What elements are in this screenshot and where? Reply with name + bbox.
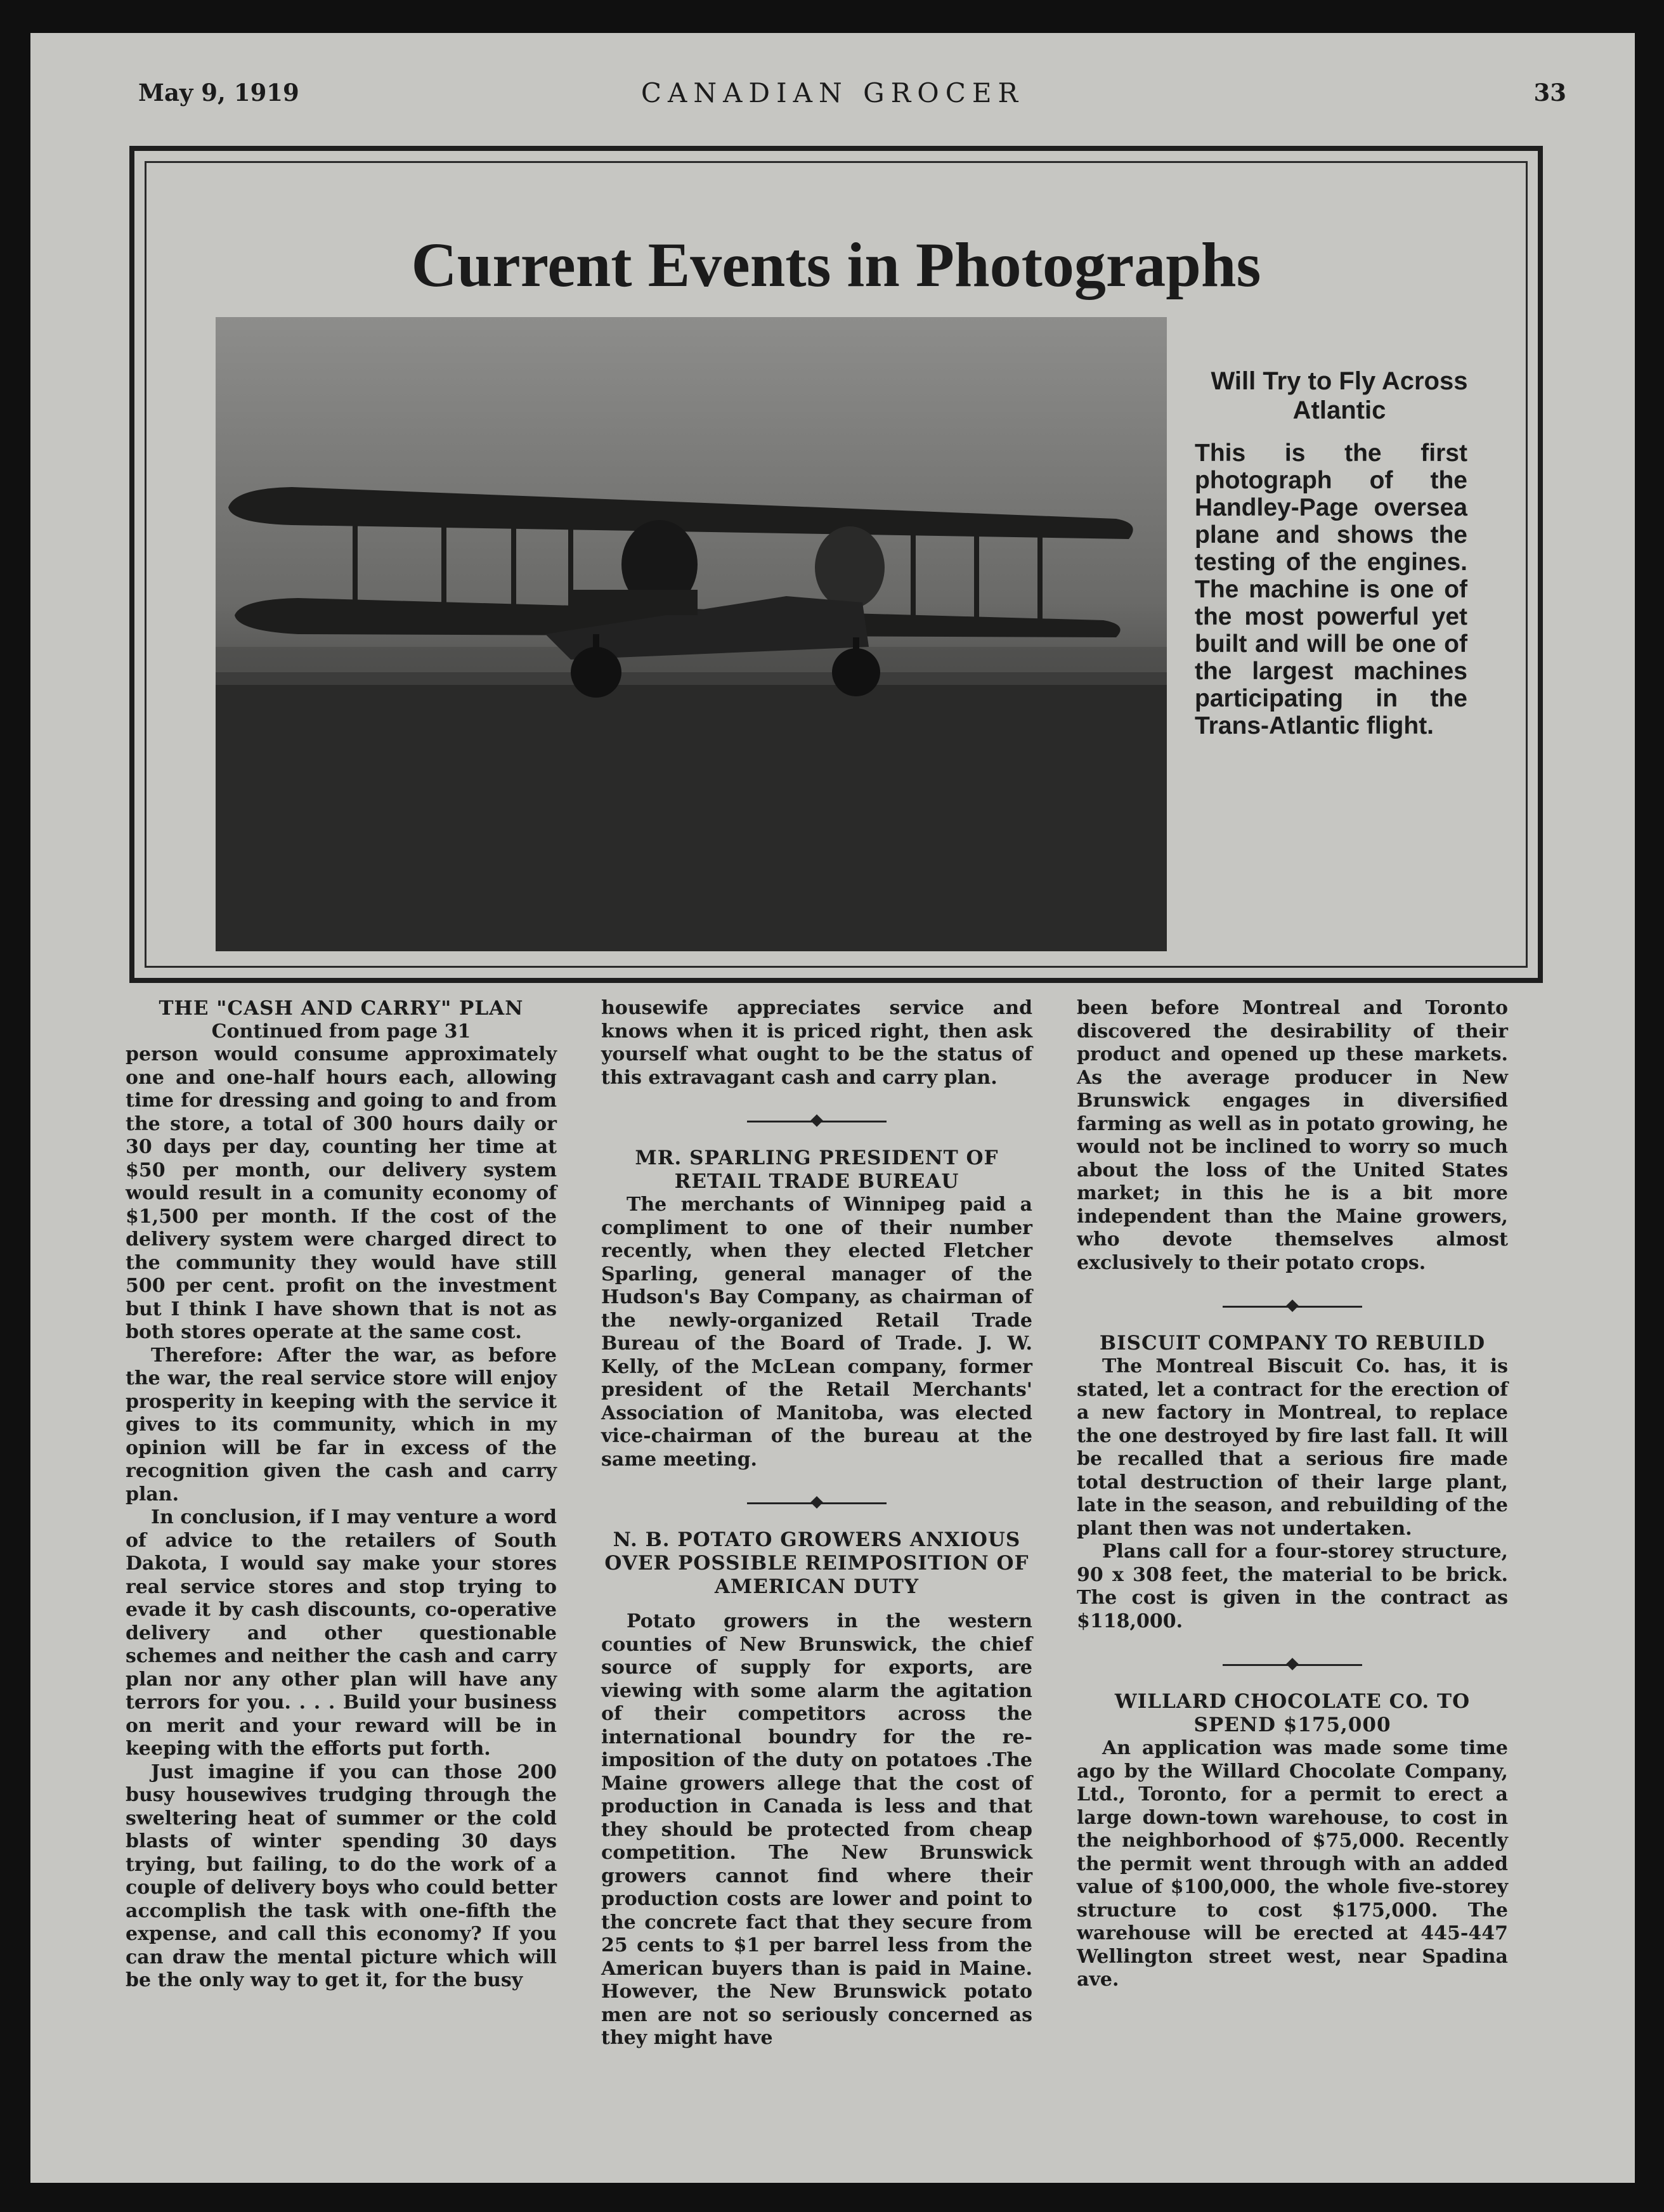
- biplane-silhouette-image: [216, 317, 1167, 951]
- willard-paragraph: An application was made some time ago by the Willard Chocolate Company, Ltd., Toronto, for a permit to erect a large down-town warehouse, to cost in the neighborhood of $75,000. Recently the permit went through with an added value of $100,000, the whole five-storey structure to cost $175,000. The warehouse will be erected at 445-447 Wellington street west, near Spadina ave.: [1077, 1737, 1508, 1991]
- cash-carry-paragraph: Just imagine if you can those 200 busy housewives trudging through the sweltering heat of summer or the cold blasts of winter spending 30 days trying, but failing, to do the work of a couple of delivery boys who could better accomplish the task with one-fifth the expense, and call this economy? If you can draw the mental picture which will be the only way to get it, for the busy: [126, 1760, 557, 1991]
- column-3: [1077, 997, 1508, 1992]
- potato-heading: N. B. POTATO GROWERS ANXIOUS OVER POSSIBLE REIMPOSITION OF AMERICAN DUTY: [604, 1528, 1029, 1598]
- potato-paragraph: been before Montreal and Toronto discovered the desirability of their product and opened up these markets. As the average producer in New Brunswick engages in diversified farming as well as in potato growing, he would not be inclined to worry so much about the loss of the United States market; in this he is a bit more independent than the Maine growers, who devote themselves almost exclusively to their potato crops.: [1077, 997, 1508, 1274]
- caption-heading: Will Try to Fly Across Atlantic: [1211, 367, 1468, 424]
- sparling-heading: MR. SPARLING PRESIDENT OF RETAIL TRADE BUREAU: [635, 1147, 999, 1193]
- cash-carry-heading: THE "CASH AND CARRY" PLAN: [159, 997, 524, 1020]
- issue-date: May 9, 1919: [138, 79, 299, 107]
- potato-paragraph: Potato growers in the western counties of New Brunswick, the chief source of supply for exports, are viewing with some alarm the agitation of their competitors across the international boundry for the re-imposition of the duty on potatoes .The Maine growers allege that the cost of production in Canada is less and that they should be protected from cheap competition. The New Brunswick growers cannot find where their production costs are lower and point to the concrete fact that they secure from 25 cents to $1 per barrel less from the American buyers than is paid in Maine. However, the New Brunswick potato men are not so seriously concerned as they might have: [601, 1610, 1032, 2049]
- cash-carry-continued: Continued from page 31: [211, 1020, 471, 1043]
- sparling-paragraph: The merchants of Winnipeg paid a compliment to one of their number recently, when they elected Fletcher Sparling, general manager of the Hudson's Bay Company, as chairman of the newly-organized Retail Trade Bureau of the Board of Trade. J. W. Kelly, of the McLean company, former president of the Retail Merchants' Association of Manitoba, was elected vice-chairman of the bureau at the same meeting.: [601, 1194, 1032, 1471]
- newspaper-page: [30, 33, 1635, 2183]
- biscuit-paragraph: Plans call for a four-storey structure, 90 x 308 feet, the material to be brick. The cost is given in the contract as $118,000.: [1077, 1540, 1508, 1632]
- cash-carry-paragraph: housewife appreciates service and knows when it is priced right, then ask yourself what ought to be the status of this extravagant cash and carry plan.: [601, 997, 1032, 1089]
- cash-carry-paragraph: Therefore: After the war, as before the war, the real service store will enjoy prosperity in keeping with the service it gives to its community, which in my opinion will be far in excess of the recognition given the cash and carry plan.: [126, 1344, 557, 1506]
- section-divider: [747, 1490, 887, 1516]
- cash-carry-paragraph: In conclusion, if I may venture a word of advice to the retailers of South Dakota, I would say make your stores real service stores and stop trying to evade it by cash discounts, co-operative delivery and other questionable schemes and neither the cash and carry plan nor any other plan will have any terrors for you. . . . Build your business on merit and your reward will be in keeping with the efforts put forth.: [126, 1506, 557, 1760]
- caption-text: This is the first photograph of the Handley-Page oversea plane and shows the testing of the engines. The machine is one of the most powerful yet built and will be one of the largest machines participating in the Trans-Atlantic flight.: [1195, 439, 1467, 739]
- publication-title: CANADIAN GROCER: [640, 77, 1025, 108]
- biscuit-paragraph: The Montreal Biscuit Co. has, it is stated, let a contract for the erection of a new factory in Montreal, to replace the one destroyed by fire last fall. It will be recalled that a serious fire made total destruction of their large plant, late in the season, and rebuilding of the plant then was not undertaken.: [1077, 1355, 1508, 1540]
- cash-carry-paragraph: person would consume approximately one and one-half hours each, allowing time for dressing and going to and from the store, a total of 300 hours daily or 30 days per day, counting her time at $50 per month, our delivery system would result in a comunity economy of $1,500 per month. If the cost of the delivery system were charged direct to the community they would have still 500 per cent. profit on the investment but I think I have shown that is not as both stores operate at the same cost.: [126, 1043, 557, 1343]
- biscuit-heading: BISCUIT COMPANY TO REBUILD: [1099, 1332, 1486, 1355]
- biplane-photo: [216, 317, 1167, 951]
- page-number: 33: [1533, 79, 1566, 107]
- willard-heading: WILLARD CHOCOLATE CO. TO SPEND $175,000: [1114, 1690, 1471, 1736]
- section-divider: [747, 1109, 887, 1134]
- photo-feature-box: [129, 146, 1543, 983]
- column-2: [601, 997, 1032, 2050]
- section-divider: [1223, 1652, 1362, 1677]
- section-divider: [1223, 1294, 1362, 1319]
- column-1: [126, 997, 557, 1993]
- feature-title: Current Events in Photographs: [411, 230, 1261, 300]
